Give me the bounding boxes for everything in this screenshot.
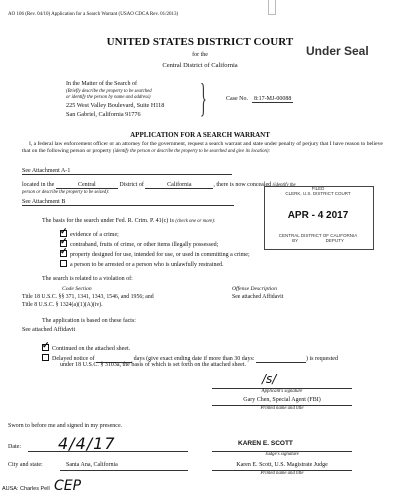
court-title: UNITED STATES DISTRICT COURT bbox=[106, 36, 294, 48]
basis-statement bbox=[42, 218, 216, 224]
checkbox-continued[interactable] bbox=[42, 344, 49, 351]
delayed-label-a: Delayed notice of bbox=[52, 356, 95, 362]
matter-heading: In the Matter of the Search of bbox=[66, 81, 137, 87]
attachment-a1: See Attachment A-1 bbox=[22, 168, 232, 175]
state-field: California bbox=[145, 182, 213, 189]
stamp-filed-text: FILED bbox=[311, 186, 325, 191]
stamp-central-text: CENTRAL DISTRICT OF CALIFORNIA bbox=[278, 233, 358, 238]
facts-value: See attached Affidavit bbox=[22, 327, 76, 333]
checkbox-property[interactable] bbox=[60, 250, 67, 257]
basis-item-label: property designed for use, intended for use, or used in committing a crime; bbox=[70, 252, 250, 258]
caption-brace: } bbox=[200, 75, 207, 120]
basis-text: The basis for the search under Fed. R. Crim. P. 41(c) is bbox=[42, 218, 174, 224]
handwritten-date: 4/4/17 bbox=[58, 434, 116, 453]
attachment-b: See Attachment B bbox=[22, 199, 234, 206]
continued-item[interactable] bbox=[42, 343, 130, 352]
top-tab-mark bbox=[268, 0, 276, 15]
applicant-signature: /s/ bbox=[262, 372, 277, 386]
district-name: Central District of California bbox=[162, 62, 238, 69]
basis-item-label: a person to be arrested or a person who is unlawfully restrained. bbox=[70, 262, 224, 268]
delayed-label-c: ) is requested bbox=[305, 356, 338, 362]
ausa-label: AUSA: Charles Pell bbox=[2, 486, 50, 492]
judge-signature: KAREN E. SCOTT bbox=[238, 440, 293, 447]
basis-item-contraband[interactable] bbox=[60, 239, 218, 248]
application-paragraph-hint: (identify the person or describe the property to be searched and give its location): bbox=[112, 149, 271, 155]
judge-name: Karen E. Scott, U.S. Magistrate Judge bbox=[236, 462, 328, 468]
concealed-text: , there is now concealed bbox=[213, 182, 272, 188]
address-line-1: 225 West Valley Boulevard, Suite H118 bbox=[66, 102, 165, 109]
ausa-initials: CEP bbox=[54, 478, 82, 494]
date-label: Date: bbox=[8, 444, 21, 450]
describe-hint-1: (Briefly describe the property to be searched bbox=[66, 89, 152, 94]
application-paragraph bbox=[22, 141, 387, 155]
form-identifier: AO 106 (Rev. 04/10) Application for a Search Warrant (USAO CDCA Rev. 01/2013) bbox=[8, 12, 179, 17]
basis-item-label: contraband, fruits of crime, or other items illegally possessed; bbox=[70, 242, 219, 248]
application-paragraph-text: I, a federal law enforcement officer or an attorney for the government, request a search warrant and state under penalty of perjury that I have reason to believe that on the following person or property bbox=[22, 141, 383, 155]
checkbox-person[interactable] bbox=[60, 260, 67, 267]
stamp-top bbox=[264, 186, 372, 196]
offense-description: See attached Affidavit bbox=[232, 294, 284, 300]
basis-item-label: evidence of a crime; bbox=[70, 232, 119, 238]
district-field: Central bbox=[56, 182, 118, 189]
date-line bbox=[28, 451, 188, 452]
stamp-clerk-text: CLERK, U.S. DISTRICT COURT bbox=[285, 191, 351, 196]
offense-header: Offense Description bbox=[232, 286, 277, 292]
stamp-date: APR - 4 2017 bbox=[287, 210, 349, 221]
sworn-statement: Sworn to before me and signed in my presence. bbox=[8, 423, 123, 429]
stamp-deputy-text: DEPUTY bbox=[325, 238, 344, 243]
basis-hint: (check one or more): bbox=[175, 219, 216, 224]
basis-item-evidence[interactable] bbox=[60, 229, 119, 238]
checkbox-delayed[interactable] bbox=[42, 354, 49, 361]
describe-hint-2: or identify the person by name and address) bbox=[66, 95, 151, 100]
city-state-label: City and state: bbox=[8, 462, 43, 468]
located-in-label: located in the bbox=[22, 182, 55, 188]
code-section-1: Title 18 U.S.C. §§ 371, 1341, 1343, 1546, and 1956; and bbox=[22, 294, 154, 300]
concealed-hint: (identify the bbox=[272, 183, 296, 188]
judge-name-caption: Printed name and title bbox=[260, 471, 304, 476]
basis-item-person[interactable] bbox=[60, 259, 224, 268]
code-section-header: Code Section bbox=[62, 286, 92, 292]
application-title: APPLICATION FOR A SEARCH WARRANT bbox=[130, 131, 270, 139]
city-state-value: Santa Ana, California bbox=[66, 462, 118, 468]
applicant-name-caption: Printed name and title bbox=[260, 406, 304, 411]
applicant-name: Gary Chen, Special Agent (FBI) bbox=[243, 397, 321, 403]
delayed-line-2: under 18 U.S.C. § 3103a, the basis of which is set forth on the attached sheet. bbox=[60, 362, 246, 368]
applicant-signature-caption: Applicant's signature bbox=[261, 389, 303, 394]
city-line bbox=[60, 470, 188, 471]
stamp-by-text: BY bbox=[292, 238, 299, 243]
describe-hint bbox=[66, 89, 206, 101]
basis-item-property[interactable] bbox=[60, 249, 250, 258]
continued-label: Continued on the attached sheet. bbox=[52, 346, 131, 352]
case-number: 8:17-MJ-00088 bbox=[254, 96, 292, 102]
violation-intro: The search is related to a violation of: bbox=[42, 276, 133, 282]
judge-signature-caption: Judge's signature bbox=[265, 452, 299, 457]
case-number-label: Case No. bbox=[226, 96, 248, 102]
delayed-label-b: days (give exact ending date if more than 30 days: bbox=[133, 356, 255, 362]
under-seal-label: Under Seal bbox=[306, 44, 369, 58]
facts-intro: The application is based on these facts: bbox=[42, 318, 136, 324]
stamp-bottom bbox=[264, 233, 372, 243]
location-row bbox=[22, 182, 296, 189]
code-section-2: Title 8 U.S.C. § 1324(a)(1)(A)(iv). bbox=[22, 302, 103, 308]
address-line-2: San Gabriel, California 91776 bbox=[66, 111, 141, 118]
district-of-label: District of bbox=[119, 182, 144, 188]
delayed-date-field[interactable] bbox=[256, 356, 306, 363]
person-hint: person or describe the property to be seized): bbox=[22, 190, 110, 195]
for-the-label: for the bbox=[192, 52, 208, 58]
